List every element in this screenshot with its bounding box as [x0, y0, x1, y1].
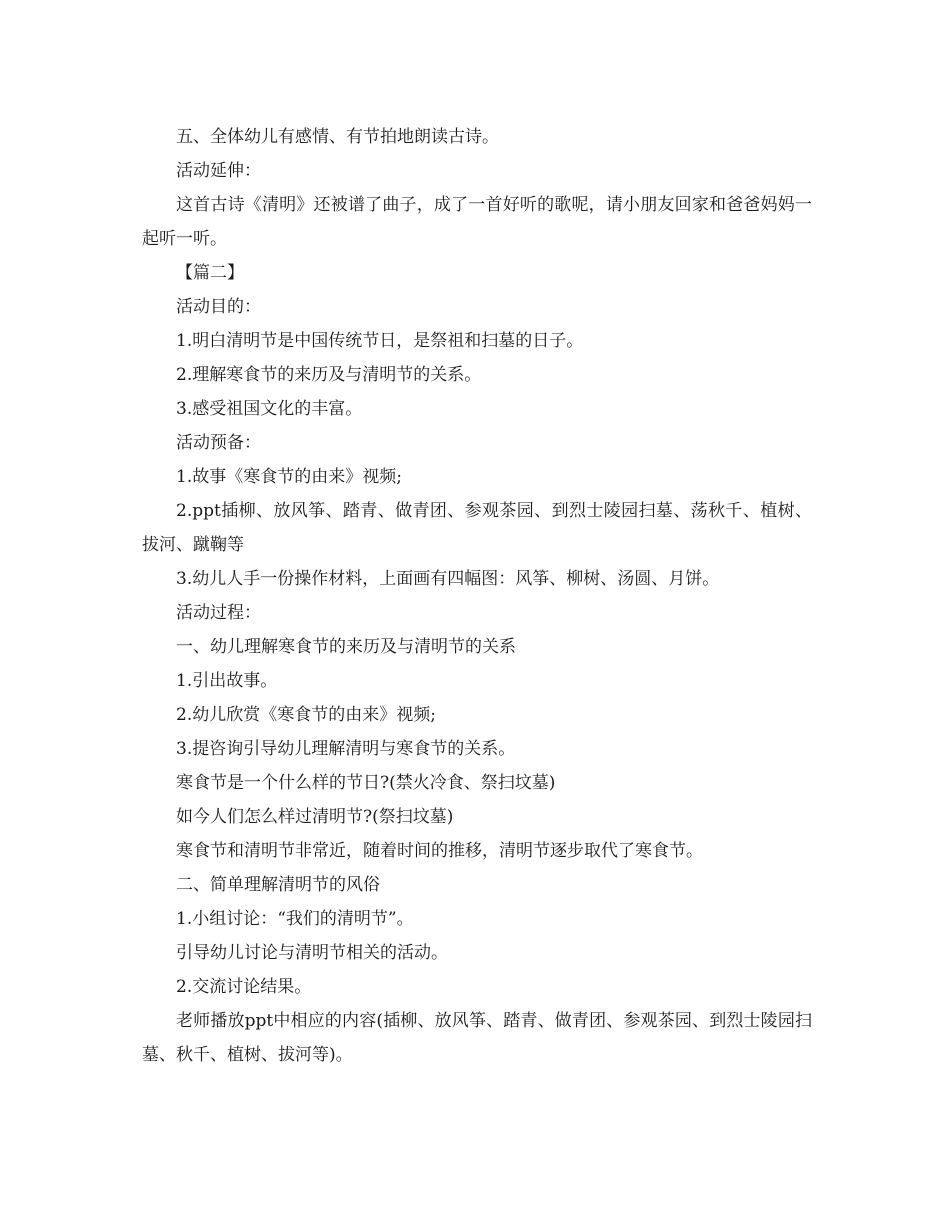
paragraph: 活动过程：	[176, 603, 261, 623]
paragraph: 如今人们怎么样过清明节?(祭扫坟墓)	[176, 807, 454, 827]
paragraph: 二、简单理解清明节的风俗	[176, 875, 380, 895]
paragraph: 引导幼儿讨论与清明节相关的活动。	[176, 943, 448, 963]
paragraph: 活动预备：	[176, 433, 261, 453]
document-body	[142, 120, 812, 1072]
paragraph: 2.交流讨论结果。	[176, 977, 312, 997]
paragraph: 1.引出故事。	[176, 671, 278, 691]
paragraph: 2.ppt插柳、放风筝、踏青、做青团、参观茶园、到烈士陵园扫墓、荡秋千、植树、拔河、蹴鞠等	[142, 501, 812, 555]
paragraph: 3.提咨询引导幼儿理解清明与寒食节的关系。	[176, 739, 516, 759]
paragraph: 寒食节和清明节非常近，随着时间的推移，清明节逐步取代了寒食节。	[176, 841, 703, 861]
paragraph: 3.感受祖国文化的丰富。	[176, 399, 363, 419]
paragraph: 2.幼儿欣赏《寒食节的由来》视频;	[176, 705, 436, 725]
paragraph: 3.幼儿人手一份操作材料，上面画有四幅图：风筝、柳树、汤圆、月饼。	[176, 569, 720, 589]
paragraph: 五、全体幼儿有感情、有节拍地朗读古诗。	[176, 127, 499, 147]
paragraph: 老师播放ppt中相应的内容(插柳、放风筝、踏青、做青团、参观茶园、到烈士陵园扫墓、秋千、植树、拔河等)。	[142, 1011, 812, 1065]
paragraph: 活动延伸：	[176, 161, 261, 181]
paragraph: 一、幼儿理解寒食节的来历及与清明节的关系	[176, 637, 516, 657]
paragraph: 1.明白清明节是中国传统节日，是祭祖和扫墓的日子。	[176, 331, 584, 351]
section-heading: 【篇二】	[176, 263, 244, 283]
paragraph: 1.小组讨论：“我们的清明节”。	[176, 909, 414, 929]
paragraph: 寒食节是一个什么样的节日?(禁火冷食、祭扫坟墓)	[176, 773, 556, 793]
paragraph: 1.故事《寒食节的由来》视频;	[176, 467, 402, 487]
paragraph: 这首古诗《清明》还被谱了曲子，成了一首好听的歌呢，请小朋友回家和爸爸妈妈一起听一听。	[142, 195, 812, 249]
paragraph: 2.理解寒食节的来历及与清明节的关系。	[176, 365, 482, 385]
paragraph: 活动目的：	[176, 297, 261, 317]
